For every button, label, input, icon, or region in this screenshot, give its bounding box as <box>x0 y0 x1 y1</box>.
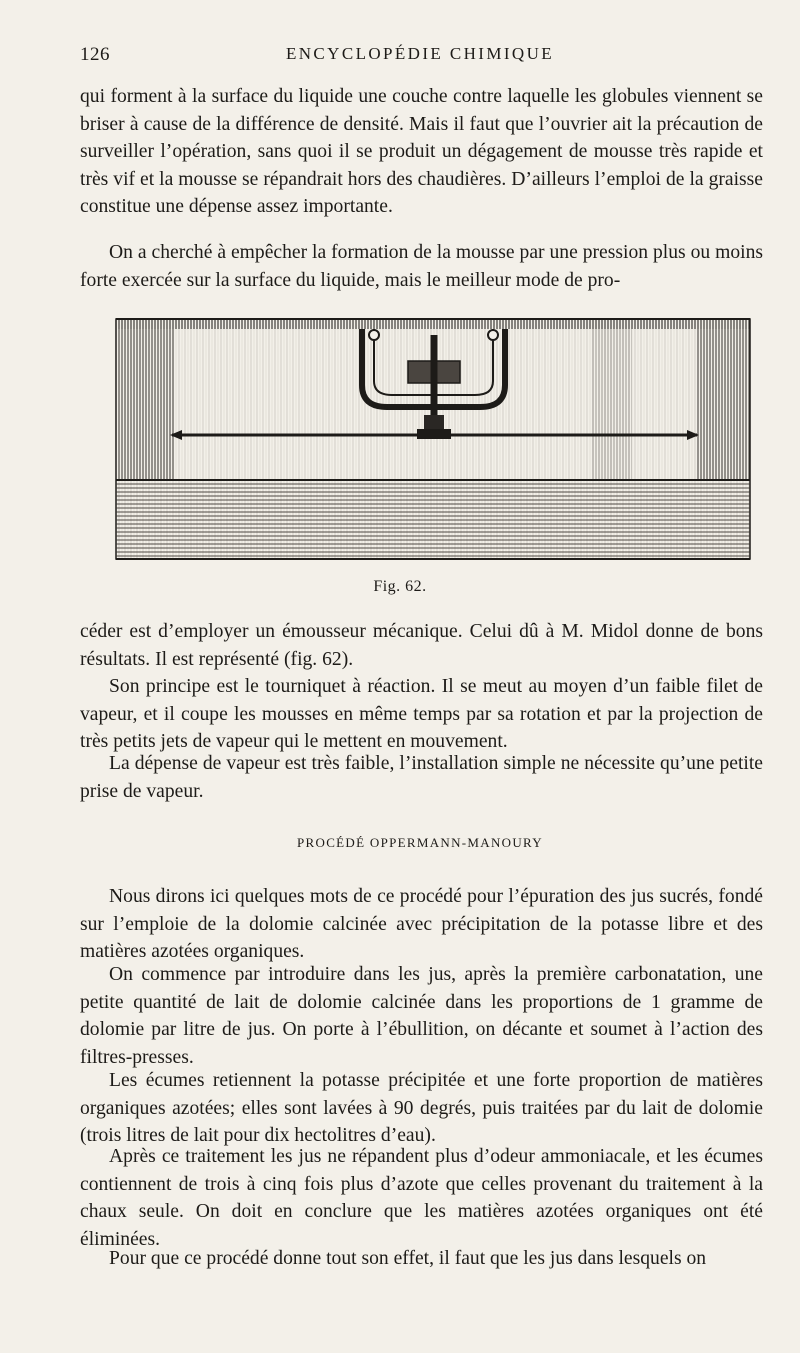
page-number: 126 <box>80 44 110 65</box>
body-paragraph: La dépense de vapeur est très faible, l’installation simple ne nécessite qu’une petite prise de vapeur. <box>80 753 763 802</box>
figure-caption: Fig. 62. <box>373 578 427 595</box>
page-header <box>80 44 760 68</box>
body-paragraph: Après ce traitement les jus ne répandent plus d’odeur ammoniacale, et les écumes contiennent de trois à cinq fois plus d’azote que celles provenant du traitement à la chaux seule. On doit en conclure que les matières azotées organiques ont été éliminées. <box>80 1146 763 1250</box>
body-paragraph: Pour que ce procédé donne tout son effet, il faut que les jus dans lesquels on <box>109 1248 707 1269</box>
body-paragraph: céder est d’employer un émousseur mécanique. Celui dû à M. Midol donne de bons résultats. Il est représenté (fig. 62). <box>80 621 763 670</box>
body-paragraph: qui forment à la surface du liquide une couche contre laquelle les globules viennent se briser à cause de la différence de densité. Mais il faut que l’ouvrier ait la précaution de surveiller l’opération, sans quoi il se produit un dégagement de mousse très rapide et très vif et la mousse se répandrait hors des chaudières. D’ailleurs l’emploi de la graisse constitue une dépense assez importante. <box>80 86 763 218</box>
body-paragraph: Nous dirons ici quelques mots de ce procédé pour l’épuration des jus sucrés, fondé sur l’emploie de la dolomie calcinée avec précipitation de la potasse libre et des matières azotées organiques. <box>80 886 763 963</box>
figure-62-emousseur-illustration <box>112 315 757 565</box>
body-paragraph: On a cherché à empêcher la formation de la mousse par une pression plus ou moins forte exercée sur la surface du liquide, mais le meilleur mode de pro- <box>80 242 763 291</box>
section-heading: PROCÉDÉ OPPERMANN-MANOURY <box>297 835 543 850</box>
body-paragraph: Son principe est le tourniquet à réaction. Il se meut au moyen d’un faible filet de vapeur, et il coupe les mousses en même temps par sa rotation et par la projection de très petits jets de vapeur qui le mettent en mouvement. <box>80 676 763 753</box>
body-paragraph: Les écumes retiennent la potasse précipitée et une forte proportion de matières organiques azotées; elles sont lavées à 90 degrés, puis traitées par du lait de dolomie (trois litres de lait pour dix hectolitres d’eau). <box>80 1070 763 1147</box>
body-paragraph: On commence par introduire dans les jus, après la première carbonatation, une petite quantité de lait de dolomie calcinée dans les proportions de 1 gramme de dolomie par litre de jus. On porte à l’ébullition, on décante et soumet à l’action des filtres-presses. <box>80 964 763 1068</box>
running-title: ENCYCLOPÉDIE CHIMIQUE <box>285 44 555 63</box>
